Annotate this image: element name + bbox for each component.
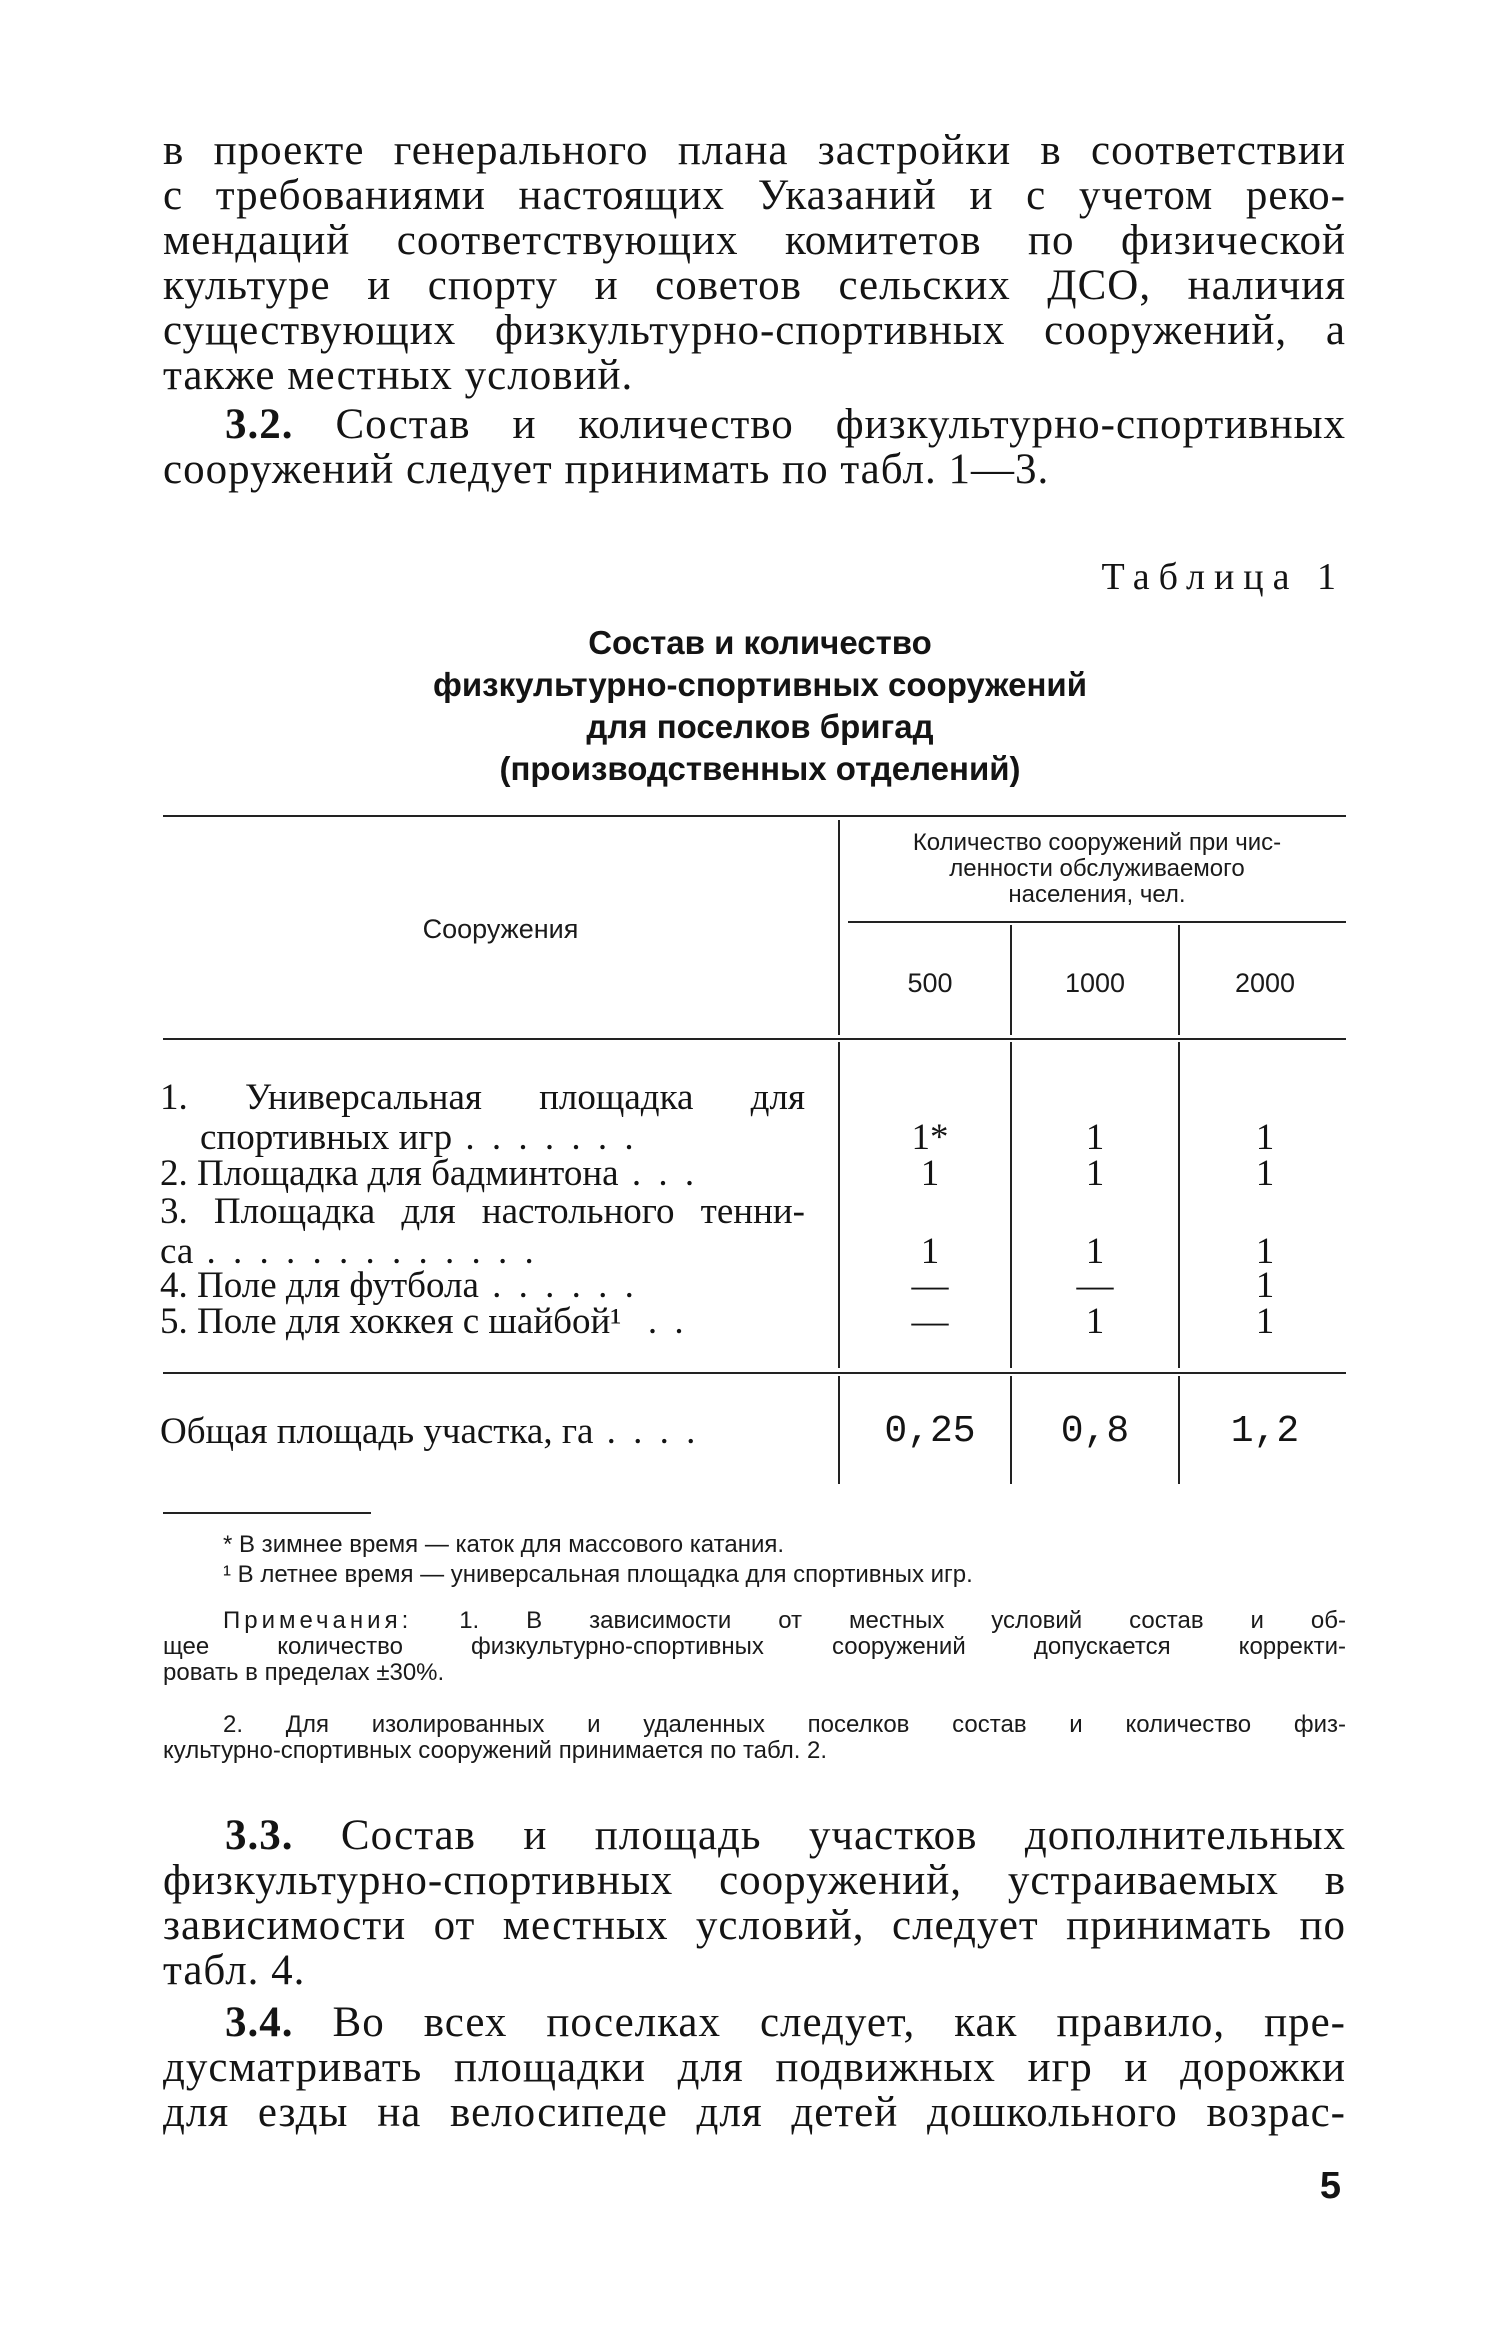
footnote-star: * В зимнее время — каток для массового катания. (223, 1531, 785, 1558)
table-row-label (160, 1302, 805, 1342)
header-structures: Сооружения (422, 914, 579, 944)
table-row-label (160, 1192, 805, 1272)
label-line (160, 1412, 805, 1452)
note-line: щее количество физкультурно-спортивных сооружений допускается корректи- (163, 1633, 1346, 1660)
footnote-rule (163, 1512, 371, 1514)
header-group-rule (848, 921, 1346, 923)
table-total-label (160, 1412, 805, 1452)
column-divider (1010, 1042, 1012, 1368)
table-top-rule (163, 815, 1346, 817)
intro-paragraph (163, 128, 1346, 398)
total-value: 0,25 (884, 1410, 976, 1453)
label-line (160, 1118, 805, 1158)
label-line: 3. Площадка для настольного тенни- (160, 1191, 805, 1232)
header-group-line: Количество сооружений при чис- (912, 829, 1282, 856)
header-bottom-rule (163, 1038, 1346, 1040)
table-label: Таблица 1 (1101, 556, 1345, 598)
text-line: для езды на велосипеде для детей дошкольного возрас- (163, 2089, 1346, 2136)
text-line: культуре и спорту и советов сельских ДСО, наличия (163, 262, 1346, 309)
table-title (380, 622, 1140, 790)
text-line (163, 402, 1346, 447)
paragraph-number: 3.3. (225, 1812, 294, 1859)
page-number: 5 (1319, 2165, 1341, 2207)
column-divider (838, 1376, 840, 1484)
notes-heading: Примечания: (223, 1607, 413, 1634)
table-cell: 1 (1255, 1301, 1275, 1342)
text-line: также местных условий. (163, 352, 634, 399)
table-cell: 1 (920, 1231, 940, 1272)
text-line: табл. 4. (163, 1947, 306, 1994)
paragraph-3-3 (163, 1813, 1346, 1993)
header-group-line: населения, чел. (1008, 881, 1186, 908)
table-cell: 1* (911, 1117, 949, 1158)
text-line (163, 2000, 1346, 2045)
column-divider (838, 1042, 840, 1368)
label-line: 1. Универсальная площадка для (160, 1077, 805, 1118)
table-cell: 1 (1085, 1117, 1105, 1158)
text-line: мендаций соответствующих комитетов по физической (163, 217, 1346, 264)
table-row-label (160, 1078, 805, 1158)
table-row-label (160, 1154, 805, 1194)
table-cell: — (1076, 1265, 1114, 1306)
label-text: 4. Поле для футбола (160, 1265, 479, 1306)
text-line: сооружений следует принимать по табл. 1—3. (163, 446, 1050, 493)
note-line: ровать в пределах ±30%. (163, 1659, 445, 1686)
title-line: (производственных отделений) (499, 750, 1021, 787)
text-line: существующих физкультурно-спортивных сооружений, а (163, 307, 1346, 354)
leader-dots: . . . (618, 1153, 699, 1194)
label-line (160, 1266, 805, 1306)
table-row-label (160, 1266, 805, 1306)
label-text: са (160, 1231, 194, 1272)
notes-block (163, 1712, 1346, 1764)
header-1000: 1000 (1064, 968, 1126, 998)
text-span: Состав и площадь участков дополнительных (340, 1812, 1346, 1859)
notes-block (163, 1608, 1346, 1686)
title-line: Состав и количество (588, 624, 932, 661)
footnote-one: ¹ В летнее время — универсальная площадка для спортивных игр. (223, 1561, 973, 1588)
table-cell: — (911, 1301, 949, 1342)
label-text: 5. Поле для хоккея с шайбой¹ (160, 1301, 622, 1342)
paragraph-3-2 (163, 402, 1346, 492)
column-divider (1178, 925, 1180, 1035)
table-cell: 1 (1085, 1301, 1105, 1342)
total-value: 1,2 (1230, 1410, 1300, 1453)
total-value: 0,8 (1060, 1410, 1130, 1453)
title-line: для поселков бригад (586, 708, 934, 745)
label-text: 2. Площадка для бадминтона (160, 1153, 619, 1194)
table-cell: 1 (920, 1153, 940, 1194)
text-line: в проекте генерального плана застройки в соответствии (163, 127, 1346, 174)
column-divider (1010, 1376, 1012, 1484)
label-text: спортивных игр (200, 1117, 453, 1158)
text-line: физкультурно-спортивных сооружений, устраиваемых в (163, 1857, 1346, 1904)
note-line: культурно-спортивных сооружений принимается по табл. 2. (163, 1737, 828, 1764)
label-line (160, 1302, 805, 1342)
table-cell: 1 (1255, 1265, 1275, 1306)
note-line: 2. Для изолированных и удаленных поселков состав и количество физ- (223, 1711, 1346, 1738)
leader-dots: . . . . (593, 1411, 700, 1452)
column-divider (1178, 1042, 1180, 1368)
header-group-line: ленности обслуживаемого (949, 855, 1245, 882)
table-cell: 1 (1255, 1153, 1275, 1194)
leader-dots: . . . . . . (478, 1265, 638, 1306)
table-cell: — (911, 1265, 949, 1306)
header-2000: 2000 (1234, 968, 1296, 998)
table-cell: 1 (1255, 1231, 1275, 1272)
text-line (163, 1813, 1346, 1858)
column-divider (838, 820, 840, 1035)
label-line (160, 1154, 805, 1194)
total-rule (163, 1372, 1346, 1374)
column-divider (1010, 925, 1012, 1035)
leader-dots: . . . . . . . . . . . . . (193, 1231, 538, 1272)
column-divider (1178, 1376, 1180, 1484)
table-cell: 1 (1255, 1117, 1275, 1158)
title-line: физкультурно-спортивных сооружений (433, 666, 1087, 703)
note-text: 1. В зависимости от местных условий состав и об- (459, 1607, 1346, 1634)
leader-dots: . . . . . . . (452, 1117, 638, 1158)
text-span: Состав и количество физкультурно-спортивных (335, 401, 1346, 448)
label-text: Общая площадь участка, га (160, 1411, 594, 1452)
paragraph-3-4 (163, 2000, 1346, 2135)
text-line: зависимости от местных условий, следует принимать по (163, 1902, 1346, 1949)
header-500: 500 (907, 968, 953, 998)
text-line: дусматривать площадки для подвижных игр и дорожки (163, 2044, 1346, 2091)
table-cell: 1 (1085, 1231, 1105, 1272)
note-line (163, 1608, 1346, 1634)
leader-dots: . . (621, 1301, 688, 1342)
table-cell: 1 (1085, 1153, 1105, 1194)
header-group (848, 830, 1346, 908)
text-line: с требованиями настоящих Указаний и с учетом реко- (163, 172, 1346, 219)
text-span: Во всех поселках следует, как правило, пре- (332, 1999, 1346, 2046)
paragraph-number: 3.4. (225, 1999, 294, 2046)
paragraph-number: 3.2. (225, 401, 294, 448)
